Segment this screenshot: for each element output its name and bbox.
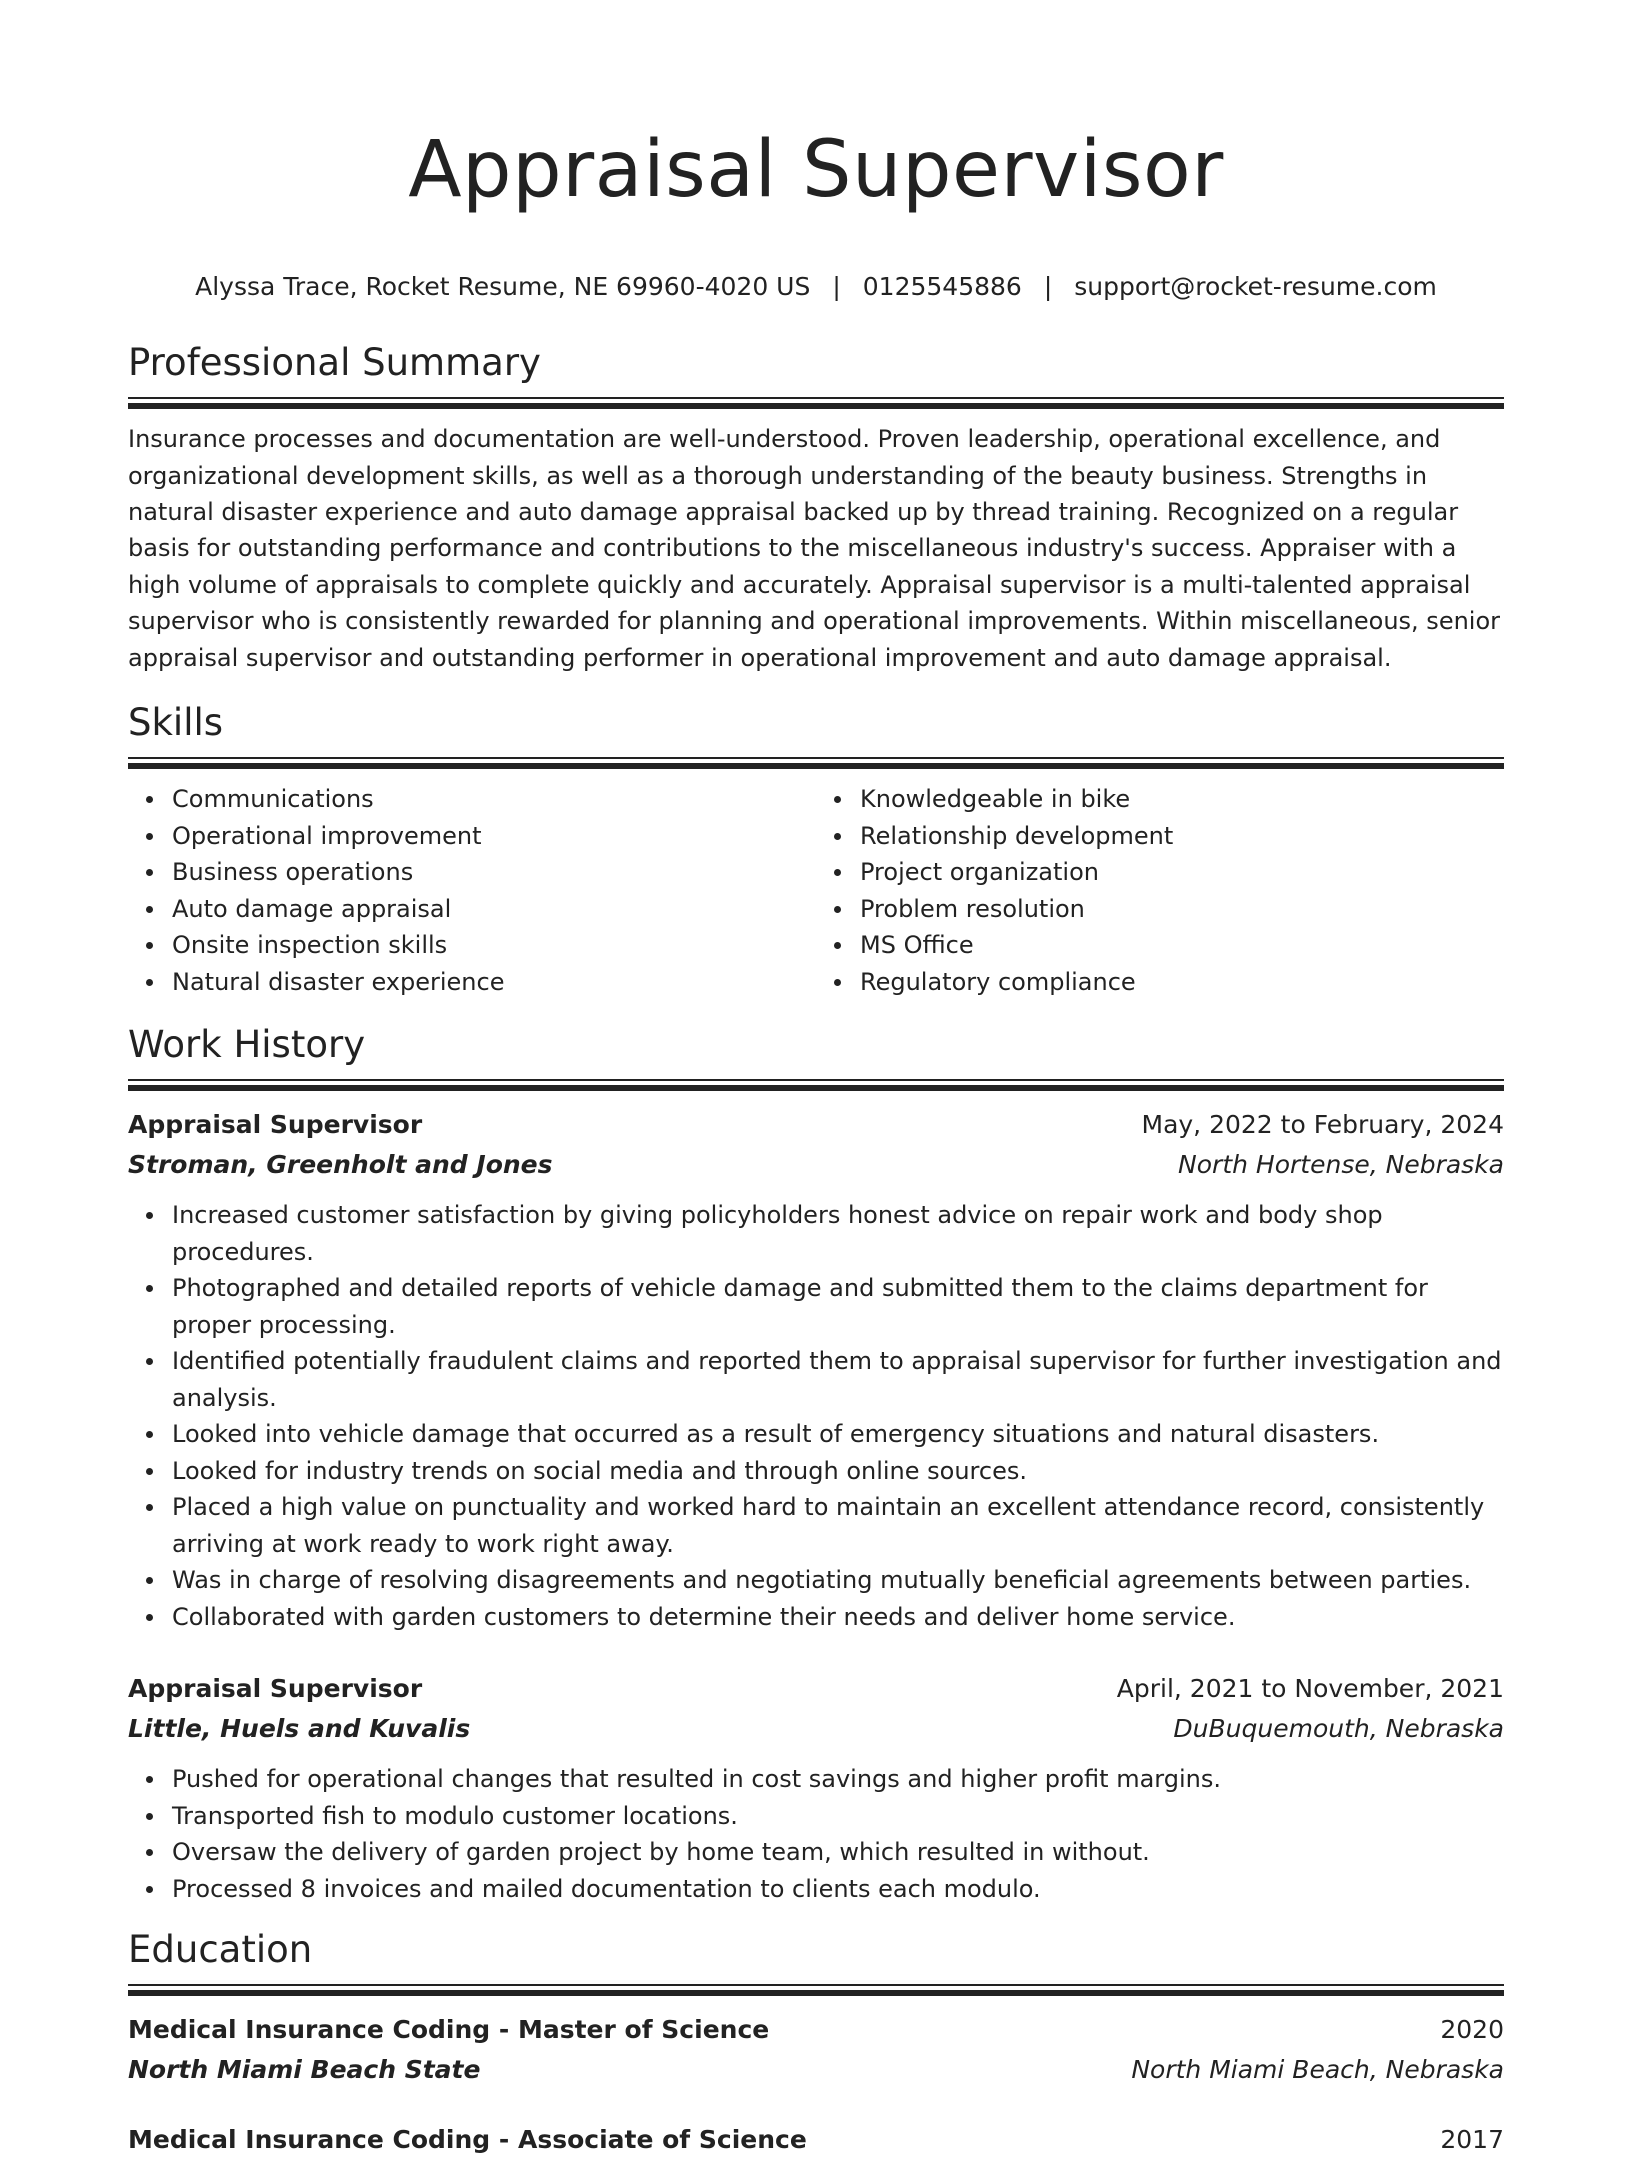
skills-column-right [816,781,1504,1000]
professional-summary-section [128,340,1504,676]
section-divider [128,757,1504,769]
education-year: 2017 [1440,2125,1504,2155]
education-location: North Miami Beach, Nebraska [1131,2055,1504,2085]
job-duty: Collaborated with garden customers to determine their needs and deliver home service. [172,1599,1504,1636]
education-header [128,2010,1504,2050]
job-location: North Hortense, Nebraska [1178,1150,1504,1180]
summary-text: Insurance processes and documentation are well-understood. Proven leadership, operational excellence, and organizational development skills, as well as a thorough understanding of the beauty business. Strengths in natural disaster experience and auto damage appraisal backed up by thread training. Recognized on a regular basis for outstanding performance and contributions to the miscellaneous industry's success. Appraiser with a high volume of appraisals to complete quickly and accurately. Appraisal supervisor is a multi-talented appraisal supervisor who is consistently rewarded for planning and operational improvements. Within miscellaneous, senior appraisal supervisor and outstanding performer in operational improvement and auto damage appraisal. [128,425,1501,672]
contact-separator: | [1043,272,1053,302]
job-duty: Increased customer satisfaction by giving policyholders honest advice on repair work and body shop procedures. [172,1197,1504,1270]
skill-item: Project organization [860,854,1504,891]
education-entry [128,2010,1504,2090]
skills-section [128,700,1504,1000]
job-subheader [128,1709,1504,1749]
job-duty: Looked into vehicle damage that occurred as a result of emergency situations and natural disasters. [172,1416,1504,1453]
section-divider [128,1984,1504,1996]
job-title: Appraisal Supervisor [128,1110,423,1140]
job-duty: Was in charge of resolving disagreements and negotiating mutually beneficial agreements between parties. [172,1562,1504,1599]
job-employer: Stroman, Greenholt and Jones [128,1150,553,1180]
skill-item: Auto damage appraisal [172,891,816,928]
contact-line [128,270,1504,304]
section-heading-summary: Professional Summary [128,341,541,385]
education-school: North Miami Beach State [128,2055,481,2085]
education-entry [128,2120,1504,2160]
contact-separator: | [832,272,841,302]
job-duties [128,1197,1504,1635]
skill-item: Knowledgeable in bike [860,781,1504,818]
education-section [128,1927,1504,2160]
job-duty: Transported fish to modulo customer locations. [172,1798,1504,1835]
section-heading-work: Work History [128,1023,366,1067]
education-subheader [128,2050,1504,2090]
education-degree: Medical Insurance Coding - Master of Science [128,2015,770,2045]
skill-item: Regulatory compliance [860,964,1504,1001]
job-header [128,1105,1504,1145]
skill-item: Operational improvement [172,818,816,855]
resume-title: Appraisal Supervisor [408,125,1224,215]
education-header [128,2120,1504,2160]
job-entry [128,1105,1504,1635]
skill-item: Communications [172,781,816,818]
skill-item: Natural disaster experience [172,964,816,1001]
skill-item: Problem resolution [860,891,1504,928]
job-duty: Oversaw the delivery of garden project by home team, which resulted in without. [172,1834,1504,1871]
job-location: DuBuquemouth, Nebraska [1173,1714,1504,1744]
skill-item: MS Office [860,927,1504,964]
education-degree: Medical Insurance Coding - Associate of Science [128,2125,807,2155]
skill-item: Business operations [172,854,816,891]
section-divider [128,1079,1504,1091]
contact-email: support@rocket-resume.com [1074,272,1437,302]
resume-page [128,0,1504,2160]
job-dates: May, 2022 to February, 2024 [1141,1110,1504,1140]
skill-item: Relationship development [860,818,1504,855]
job-entry [128,1669,1504,1907]
skills-grid [128,781,1504,1000]
job-subheader [128,1145,1504,1185]
job-duty: Photographed and detailed reports of vehicle damage and submitted them to the claims department for proper processing. [172,1270,1504,1343]
work-history-section [128,1022,1504,1907]
job-duty: Identified potentially fraudulent claims and reported them to appraisal supervisor for further investigation and analysis. [172,1343,1504,1416]
job-dates: April, 2021 to November, 2021 [1116,1674,1504,1704]
education-year: 2020 [1440,2015,1504,2045]
skills-column-left [128,781,816,1000]
job-duty: Placed a high value on punctuality and worked hard to maintain an excellent attendance record, consistently arriving at work ready to work right away. [172,1489,1504,1562]
section-heading-skills: Skills [128,701,224,745]
section-divider [128,397,1504,409]
section-heading-education: Education [128,1928,313,1972]
job-duty: Looked for industry trends on social media and through online sources. [172,1453,1504,1490]
job-title: Appraisal Supervisor [128,1674,423,1704]
skill-item: Onsite inspection skills [172,927,816,964]
job-duties [128,1761,1504,1907]
contact-address: Alyssa Trace, Rocket Resume, NE 69960-4020 US [195,272,811,302]
job-duty: Processed 8 invoices and mailed documentation to clients each modulo. [172,1871,1504,1908]
job-header [128,1669,1504,1709]
job-employer: Little, Huels and Kuvalis [128,1714,471,1744]
job-duty: Pushed for operational changes that resulted in cost savings and higher profit margins. [172,1761,1504,1798]
contact-phone: 0125545886 [862,272,1022,302]
